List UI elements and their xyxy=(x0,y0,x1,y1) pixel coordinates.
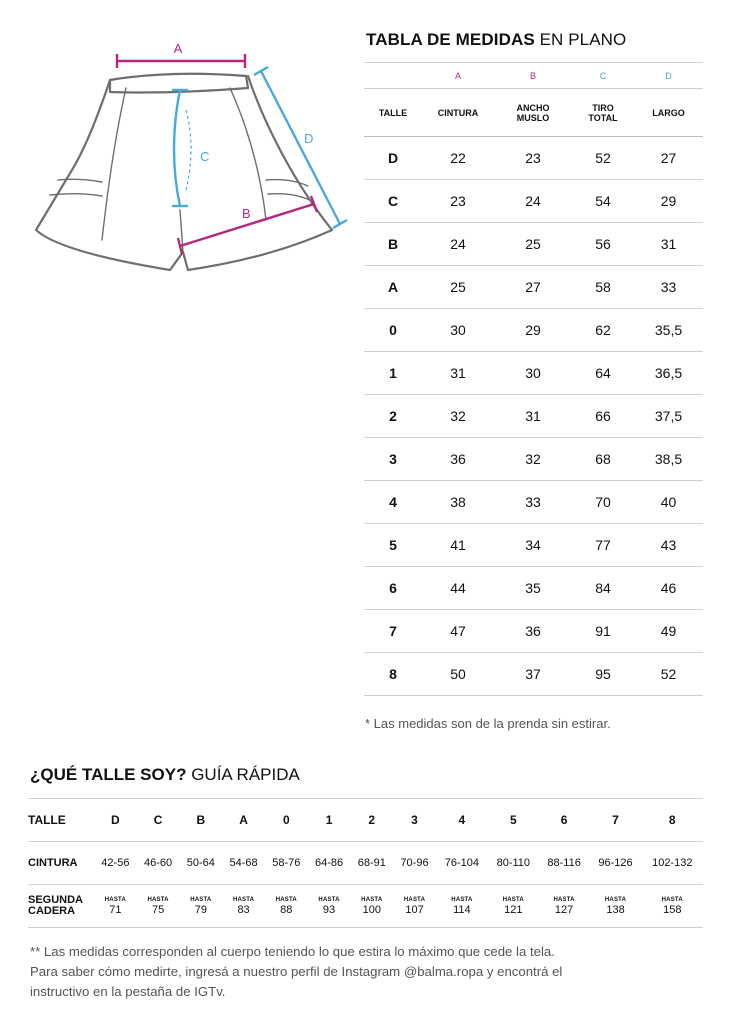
guide-size-cell: 7 xyxy=(589,799,641,842)
measure-letter: B xyxy=(494,63,572,89)
hip-value: 100 xyxy=(362,904,381,916)
guide-hip-cell xyxy=(393,885,436,928)
hip-value: 121 xyxy=(504,904,523,916)
measure-letter: C xyxy=(572,63,634,89)
hasta-label: HASTA xyxy=(604,897,627,903)
hip-value: 71 xyxy=(109,904,122,916)
quick-guide-table xyxy=(28,798,703,928)
table-row xyxy=(364,137,703,180)
hasta-label: HASTA xyxy=(190,897,212,903)
guide-waist-cell: 42-56 xyxy=(94,842,137,885)
table-row xyxy=(364,481,703,524)
label-d: D xyxy=(304,131,314,146)
measure-cell: 29 xyxy=(494,309,572,352)
measure-cell: 62 xyxy=(572,309,634,352)
measure-cell: 77 xyxy=(572,524,634,567)
guide-waist-cell: 54-68 xyxy=(222,842,265,885)
row-label xyxy=(28,885,94,928)
measure-cell: 91 xyxy=(572,610,634,653)
measure-c xyxy=(172,90,191,206)
guide-size-cell: 4 xyxy=(436,799,488,842)
measure-a xyxy=(117,54,245,68)
row-label-text: SEGUNDA xyxy=(28,894,84,906)
measure-cell: 38,5 xyxy=(634,438,703,481)
guide-hip-cell xyxy=(308,885,351,928)
footer-note-line-3: instructivo en la pestaña de IGTv. xyxy=(30,984,226,999)
measure-cell: 52 xyxy=(572,137,634,180)
measure-cell: 52 xyxy=(634,653,703,696)
table-row xyxy=(364,223,703,266)
size-cell: A xyxy=(364,266,422,309)
table-row xyxy=(364,180,703,223)
measure-cell: 46 xyxy=(634,567,703,610)
measure-cell: 36 xyxy=(494,610,572,653)
measure-cell: 35,5 xyxy=(634,309,703,352)
guide-size-cell: 0 xyxy=(265,799,308,842)
guide-size-cell: 1 xyxy=(308,799,351,842)
size-cell: 6 xyxy=(364,567,422,610)
guide-hip-cell xyxy=(265,885,308,928)
label-a: A xyxy=(173,41,183,56)
guide-waist-cell: 58-76 xyxy=(265,842,308,885)
measure-cell: 27 xyxy=(634,137,703,180)
guide-waist-cell: 70-96 xyxy=(393,842,436,885)
measure-cell: 33 xyxy=(494,481,572,524)
guide-waist-cell: 88-116 xyxy=(539,842,590,885)
guide-hip-cell xyxy=(137,885,180,928)
measure-letter: A xyxy=(422,63,494,89)
guide-waist-cell: 46-60 xyxy=(137,842,180,885)
row-label-text: TALLE xyxy=(28,812,66,827)
guide-size-cell: 2 xyxy=(350,799,393,842)
size-cell: 2 xyxy=(364,395,422,438)
measure-letter xyxy=(364,63,422,89)
measure-cell: 43 xyxy=(634,524,703,567)
row-label-text: CINTURA xyxy=(28,856,78,869)
measure-cell: 49 xyxy=(634,610,703,653)
measures-table-title xyxy=(366,30,626,50)
quick-guide-title-light: GUÍA RÁPIDA xyxy=(191,765,300,784)
hip-value: 127 xyxy=(554,904,574,916)
side-stripe-right-1 xyxy=(266,180,308,186)
shorts-outline xyxy=(36,76,332,270)
hip-value: 114 xyxy=(453,904,471,916)
measure-cell: 31 xyxy=(494,395,572,438)
hasta-label: HASTA xyxy=(661,897,683,903)
guide-waist-cell: 76-104 xyxy=(436,842,488,885)
guide-size-cell: 5 xyxy=(488,799,539,842)
measure-cell: 32 xyxy=(494,438,572,481)
measure-cell: 47 xyxy=(422,610,494,653)
column-header-line-1: TALLE xyxy=(378,107,408,118)
measure-cell: 40 xyxy=(634,481,703,524)
column-header-line-1: CINTURA xyxy=(437,107,479,118)
quick-guide-title xyxy=(30,765,300,785)
measures-note: * Las medidas son de la prenda sin estirar. xyxy=(365,716,611,731)
measure-cell: 41 xyxy=(422,524,494,567)
guide-hip-cell xyxy=(642,885,703,928)
measure-cell: 33 xyxy=(634,266,703,309)
guide-size-cell: D xyxy=(94,799,137,842)
column-header-line-2: TOTAL xyxy=(588,112,618,123)
table-row xyxy=(364,438,703,481)
measure-cell: 25 xyxy=(422,266,494,309)
hasta-label: HASTA xyxy=(451,897,473,903)
measure-cell: 66 xyxy=(572,395,634,438)
hasta-label: HASTA xyxy=(403,897,426,903)
measure-cell: 34 xyxy=(494,524,572,567)
measure-cell: 24 xyxy=(494,180,572,223)
measure-cell: 29 xyxy=(634,180,703,223)
header-row xyxy=(364,89,703,137)
hip-value: 93 xyxy=(322,904,336,916)
measure-letter: D xyxy=(634,63,703,89)
hasta-label: HASTA xyxy=(104,897,126,903)
measure-cell: 38 xyxy=(422,481,494,524)
measure-cell: 24 xyxy=(422,223,494,266)
hip-value: 83 xyxy=(237,904,250,916)
quick-guide-title-bold: ¿QUÉ TALLE SOY? xyxy=(30,765,187,784)
hip-value: 107 xyxy=(405,904,424,916)
size-cell: D xyxy=(364,137,422,180)
guide-waist-cell: 102-132 xyxy=(642,842,703,885)
size-cell: 5 xyxy=(364,524,422,567)
size-cell: 8 xyxy=(364,653,422,696)
footer-note-line-2: Para saber cómo medirte, ingresá a nuestro perfil de Instagram @balma.ropa y encontrá el xyxy=(30,964,563,979)
letters-row xyxy=(364,63,703,89)
hasta-label: HASTA xyxy=(318,897,340,903)
hip-value: 79 xyxy=(194,904,207,916)
hasta-label: HASTA xyxy=(502,897,524,903)
guide-hip-cell xyxy=(179,885,222,928)
measure-cell: 58 xyxy=(572,266,634,309)
column-header-line-2: MUSLO xyxy=(516,112,550,123)
measure-d xyxy=(254,67,347,228)
measure-cell: 25 xyxy=(494,223,572,266)
table-row xyxy=(364,266,703,309)
hasta-label: HASTA xyxy=(553,897,575,903)
measure-cell: 36 xyxy=(422,438,494,481)
guide-size-cell: B xyxy=(179,799,222,842)
table-row xyxy=(364,610,703,653)
column-header xyxy=(634,89,703,137)
footer-note-line-1: ** Las medidas corresponden al cuerpo teniendo lo que estira lo máximo que cede la tela. xyxy=(30,944,555,959)
guide-waist-cell: 50-64 xyxy=(179,842,222,885)
column-header xyxy=(364,89,422,137)
hasta-label: HASTA xyxy=(275,897,297,903)
row-label xyxy=(28,799,94,842)
table-row xyxy=(364,524,703,567)
measure-cell: 37,5 xyxy=(634,395,703,438)
guide-size-cell: 3 xyxy=(393,799,436,842)
guide-hip-cell xyxy=(589,885,641,928)
guide-size-cell: 8 xyxy=(642,799,703,842)
measure-cell: 84 xyxy=(572,567,634,610)
guide-hip-cell xyxy=(94,885,137,928)
guide-waist-cell: 96-126 xyxy=(589,842,641,885)
measure-cell: 44 xyxy=(422,567,494,610)
hasta-label: HASTA xyxy=(232,897,255,903)
front-seam-left xyxy=(102,88,126,240)
size-cell: 1 xyxy=(364,352,422,395)
measure-cell: 36,5 xyxy=(634,352,703,395)
footer-note xyxy=(30,942,710,1002)
measure-cell: 64 xyxy=(572,352,634,395)
column-header-line-1: ANCHO xyxy=(516,102,550,113)
size-cell: 4 xyxy=(364,481,422,524)
measure-cell: 31 xyxy=(422,352,494,395)
measure-cell: 35 xyxy=(494,567,572,610)
label-b: B xyxy=(242,206,251,221)
measure-cell: 23 xyxy=(422,180,494,223)
measure-cell: 70 xyxy=(572,481,634,524)
guide-hip-row xyxy=(28,885,703,928)
table-row xyxy=(364,309,703,352)
guide-hip-cell xyxy=(350,885,393,928)
table-row xyxy=(364,653,703,696)
measure-cell: 30 xyxy=(422,309,494,352)
measure-cell: 30 xyxy=(494,352,572,395)
hip-value: 138 xyxy=(606,904,625,916)
measures-table xyxy=(364,62,703,696)
column-header xyxy=(494,89,572,137)
row-label-text: CADERA xyxy=(28,905,76,917)
measure-cell: 37 xyxy=(494,653,572,696)
measures-title-bold: TABLA DE MEDIDAS xyxy=(366,30,535,49)
measure-cell: 22 xyxy=(422,137,494,180)
column-header xyxy=(422,89,494,137)
hip-value: 88 xyxy=(280,904,293,916)
hip-value: 158 xyxy=(663,904,682,916)
guide-waist-cell: 64-86 xyxy=(308,842,351,885)
measure-cell: 23 xyxy=(494,137,572,180)
column-header-line-1: LARGO xyxy=(652,107,685,118)
measure-cell: 50 xyxy=(422,653,494,696)
guide-hip-cell xyxy=(222,885,265,928)
guide-size-cell: C xyxy=(137,799,180,842)
measure-cell: 95 xyxy=(572,653,634,696)
guide-hip-cell xyxy=(539,885,590,928)
guide-waist-cell: 68-91 xyxy=(350,842,393,885)
measure-cell: 68 xyxy=(572,438,634,481)
measure-cell: 56 xyxy=(572,223,634,266)
measures-title-light: EN PLANO xyxy=(539,30,627,49)
guide-sizes-row xyxy=(28,799,703,842)
measure-cell: 54 xyxy=(572,180,634,223)
guide-size-cell: 6 xyxy=(539,799,590,842)
size-cell: C xyxy=(364,180,422,223)
row-label xyxy=(28,842,94,885)
guide-waist-row xyxy=(28,842,703,885)
hasta-label: HASTA xyxy=(361,897,383,903)
shorts-diagram xyxy=(20,30,360,290)
hasta-label: HASTA xyxy=(147,897,169,903)
table-row xyxy=(364,567,703,610)
guide-hip-cell xyxy=(488,885,539,928)
measure-cell: 27 xyxy=(494,266,572,309)
size-cell: B xyxy=(364,223,422,266)
column-header-line-1: TIRO xyxy=(592,102,614,113)
guide-hip-cell xyxy=(436,885,488,928)
table-row xyxy=(364,352,703,395)
size-cell: 7 xyxy=(364,610,422,653)
table-row xyxy=(364,395,703,438)
guide-waist-cell: 80-110 xyxy=(488,842,539,885)
size-cell: 3 xyxy=(364,438,422,481)
column-header xyxy=(572,89,634,137)
label-c: C xyxy=(200,149,210,164)
size-cell: 0 xyxy=(364,309,422,352)
measure-cell: 31 xyxy=(634,223,703,266)
hip-value: 75 xyxy=(151,904,165,916)
guide-size-cell: A xyxy=(222,799,265,842)
measure-cell: 32 xyxy=(422,395,494,438)
